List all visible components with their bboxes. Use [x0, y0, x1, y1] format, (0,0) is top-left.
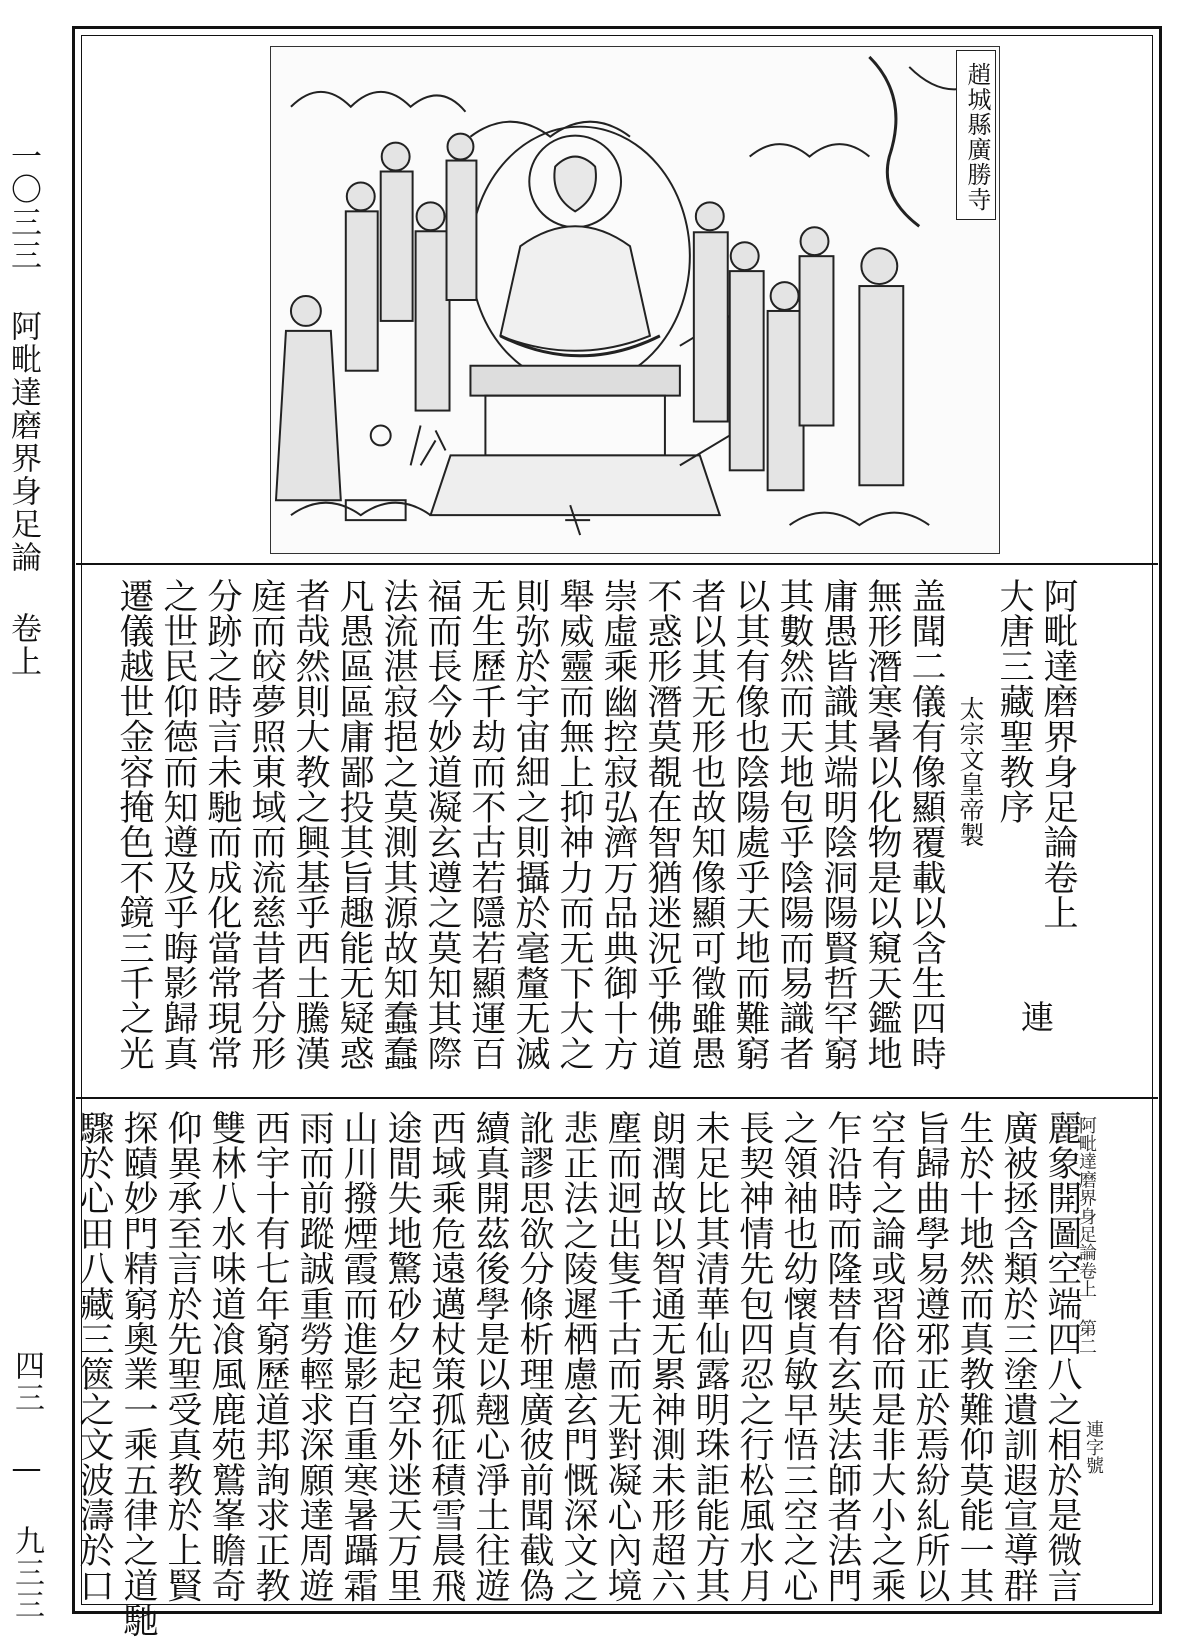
text-column: 法流湛寂挹之莫測其源故知蠢蠢: [378, 578, 418, 1071]
text-column: 仰異承至言於先聖受真教於上賢: [162, 1110, 202, 1603]
text-column: 舉威靈而無上抑神力而无下大之: [554, 578, 594, 1071]
series-mark: 連: [1016, 1000, 1055, 1033]
text-column: 庭而皎夢照東域而流慈昔者分形: [246, 578, 286, 1071]
section-divider: [76, 1097, 1158, 1099]
text-column: 途間失地驚砂夕起空外迷天万里: [382, 1110, 422, 1603]
text-column: 庸愚皆識其端明陰洞陽賢哲罕窮: [818, 578, 858, 1071]
buddha-assembly-drawing: [271, 47, 999, 553]
text-column: 西宇十有七年窮歷道邦詢求正教: [250, 1110, 290, 1603]
text-column: 空有之論或習俗而是非大小之乘: [866, 1110, 906, 1603]
running-head: 阿毗達磨界身足論卷上 第二: [1076, 1116, 1097, 1356]
preface-title: 大唐三藏聖教序: [994, 578, 1034, 825]
text-column: 分跡之時言未馳而成化當常現常: [202, 578, 242, 1071]
text-column: 生於十地然而真教難仰莫能一其: [954, 1110, 994, 1603]
text-column: 盖聞二儀有像顯覆載以含生四時: [906, 578, 946, 1071]
text-column: 以其有像也陰陽處乎天地而難窮: [730, 578, 770, 1071]
text-column: 者哉然則大教之興基乎西土騰漢: [290, 578, 330, 1071]
text-column: 福而長今妙道凝玄遵之莫知其際: [422, 578, 462, 1071]
frontispiece-illustration: [270, 46, 1000, 554]
text-column: 無形潛寒暑以化物是以窺天鑑地: [862, 578, 902, 1071]
text-column: 長契神情先包四忍之行松風水月: [734, 1110, 774, 1603]
text-column: 未足比其清華仙露明珠詎能方其: [690, 1110, 730, 1603]
text-column: 乍沿時而隆替有玄奘法師者法門: [822, 1110, 862, 1603]
text-column: 西域乘危遠邁杖策孤征積雪晨飛: [426, 1110, 466, 1603]
text-column: 之世民仰德而知遵及乎晦影歸真: [158, 578, 198, 1071]
text-column: 雙林八水味道飡風鹿苑鷲峯瞻奇: [206, 1110, 246, 1603]
text-column: 廣被拯含類於三塗遺訓遐宣導群: [998, 1110, 1038, 1603]
text-column: 朗潤故以智通无累神測未形超六: [646, 1110, 686, 1603]
text-column: 訛謬思欲分條析理廣彼前聞截偽: [514, 1110, 554, 1603]
page-number: 四三 — 九三三: [9, 1350, 44, 1621]
text-column: 麗象開圖空端四八之相於是微言: [1042, 1110, 1082, 1603]
text-column: 旨歸曲學易遵邪正於焉紛糺所以: [910, 1110, 950, 1603]
text-column: 者以其无形也故知像顯可徵雖愚: [686, 578, 726, 1071]
margin-caption: 一〇三三 阿毗達磨界身足論 卷上: [5, 140, 41, 678]
section-divider: [76, 563, 1158, 565]
text-column: 其數然而天地包乎陰陽而易識者: [774, 578, 814, 1071]
text-column: 之領袖也幼懷貞敏早悟三空之心: [778, 1110, 818, 1603]
text-column: 驟於心田八藏三篋之文波濤於口: [74, 1110, 114, 1603]
text-column: 雨而前蹤誠重勞輕求深願達周遊: [294, 1110, 334, 1603]
text-column: 遷儀越世金容掩色不鏡三千之光: [114, 578, 154, 1071]
text-column: 探賾妙門精窮奧業一乘五律之道馳: [118, 1110, 158, 1638]
text-column: 山川撥煙霞而進影百重寒暑躡霜: [338, 1110, 378, 1603]
preface-continued-panel: [74, 1110, 1108, 1638]
text-column: 悲正法之陵遲栖慮玄門慨深文之: [558, 1110, 598, 1603]
text-column: 續真開茲後學是以翹心淨土往遊: [470, 1110, 510, 1603]
sutra-heading: 阿毗達磨界身足論卷上: [1038, 578, 1078, 930]
preface-author: 太宗文皇帝製: [956, 696, 985, 848]
text-column: 則弥於宇宙細之則攝於毫釐无滅: [510, 578, 550, 1071]
text-column: 崇虛乘幽控寂弘濟万品典御十方: [598, 578, 638, 1071]
preface-panel: [114, 578, 1080, 1078]
running-tail: 連字號: [1083, 1420, 1104, 1474]
text-column: 无生歷千劫而不古若隱若顯運百: [466, 578, 506, 1071]
text-column: 不惑形潛莫覩在智猶迷況乎佛道: [642, 578, 682, 1071]
temple-label: 趙城縣廣勝寺: [956, 50, 996, 220]
text-column: 凡愚區區庸鄙投其旨趣能无疑惑: [334, 578, 374, 1071]
text-column: 塵而迥出隻千古而无對凝心內境: [602, 1110, 642, 1603]
